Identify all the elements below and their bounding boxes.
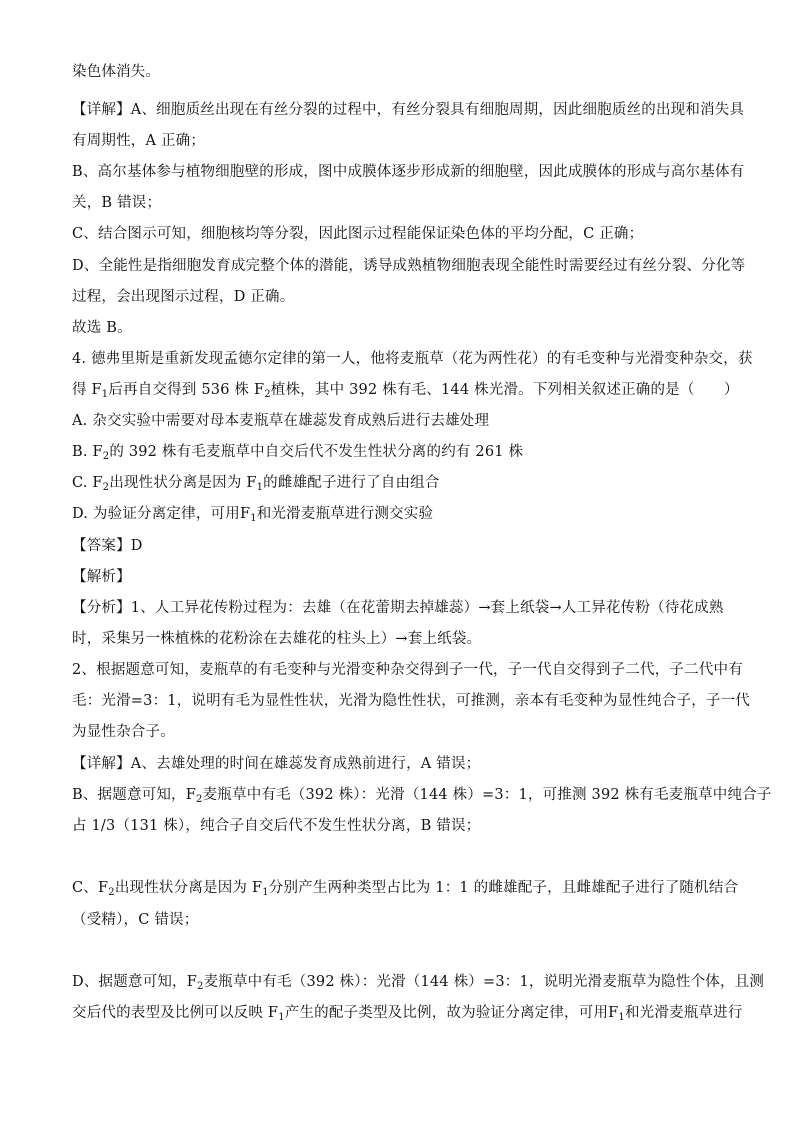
option-d: D. 为验证分离定律，可用$F_1$和光滑麦瓶草进行测交实验 [72, 506, 434, 524]
text-line: B、据题意可知，$F_2$麦瓶草中有毛（392 株）：光滑（144 株）=3：1，可推测 392 株有毛麦瓶草中纯合子 [72, 787, 772, 805]
question-4-stem: 得 $F_1$后再自交得到 536 株 $F_2$植株，其中 392 株有毛、144 株光滑。下列相关叙述正确的是（ ） [72, 382, 739, 400]
text-line: C、$F_2$出现性状分离是因为 $F_1$分别产生两种类型占比为 1：1 的雌雄配子，且雌雄配子进行了随机结合 [72, 880, 739, 898]
text-line: 为显性杂合子。 [72, 724, 175, 740]
option-c: C. $F_2$出现性状分离是因为 $F_1$的雌雄配子进行了自由组合 [72, 475, 440, 493]
text-line: 【分析】1、人工异花传粉过程为：去雄（在花蕾期去掉雄蕊）→套上纸袋→人工异花传粉（待花成熟 [72, 600, 724, 616]
question-4-stem: 4. 德弗里斯是重新发现孟德尔定律的第一人，他将麦瓶草（花为两性花）的有毛变种与光滑变种杂交，获 [72, 351, 753, 367]
text-line: 2、根据题意可知，麦瓶草的有毛变种与光滑变种杂交得到子一代，子一代自交得到子二代，子二代中有 [72, 662, 743, 678]
text-line: 占 1/3（131 株），纯合子自交后代不发生性状分离，B 错误； [72, 818, 481, 834]
text-line: 有周期性，A 正确； [72, 133, 206, 149]
text-line: D、据题意可知，$F_2$麦瓶草中有毛（392 株）：光滑（144 株）=3：1，说明光滑麦瓶草为隐性个体，且测 [72, 974, 765, 992]
answer-line: 【答案】D [72, 538, 143, 554]
text-line: （受精），C 错误； [72, 912, 199, 928]
text-line: C、结合图示可知，细胞核均等分裂，因此图示过程能保证染色体的平均分配，C 正确； [72, 226, 644, 242]
text-line: 交后代的表型及比例可以反映 $F_1$产生的配子类型及比例，故为验证分离定律，可用$F_1$和光滑麦瓶草进行 [72, 1005, 743, 1023]
text-line: 【详解】A、细胞质丝出现在有丝分裂的过程中，有丝分裂具有细胞周期，因此细胞质丝的出现和消失具 [72, 102, 745, 118]
text-line: 故选 B。 [72, 320, 132, 336]
text-line: 关，B 错误； [72, 195, 162, 211]
text-line: D、全能性是指细胞发育成完整个体的潜能，诱导成熟植物细胞表现全能性时需要经过有丝分裂、分化等 [72, 258, 746, 274]
text-line: 时，采集另一株植株的花粉涂在去雄花的柱头上）→套上纸袋。 [72, 631, 482, 647]
text-line: 【详解】A、去雄处理的时间在雄蕊发育成熟前进行，A 错误； [72, 756, 481, 772]
text-line: 毛：光滑=3：1，说明有毛为显性性状，光滑为隐性性状，可推测，亲本有毛变种为显性纯合子，子一代 [72, 693, 750, 709]
text-line: 过程，会出现图示过程，D 正确。 [72, 289, 295, 305]
text-line: 染色体消失。 [72, 64, 161, 80]
option-a: A. 杂交实验中需要对母本麦瓶草在雄蕊发育成熟后进行去雄处理 [72, 413, 490, 429]
analysis-heading: 【解析】 [72, 569, 131, 585]
text-line: B、高尔基体参与植物细胞壁的形成，图中成膜体逐步形成新的细胞壁，因此成膜体的形成与高尔基体有 [72, 164, 745, 180]
option-b: B. $F_2$的 392 株有毛麦瓶草中自交后代不发生性状分离的约有 261 株 [72, 444, 524, 462]
